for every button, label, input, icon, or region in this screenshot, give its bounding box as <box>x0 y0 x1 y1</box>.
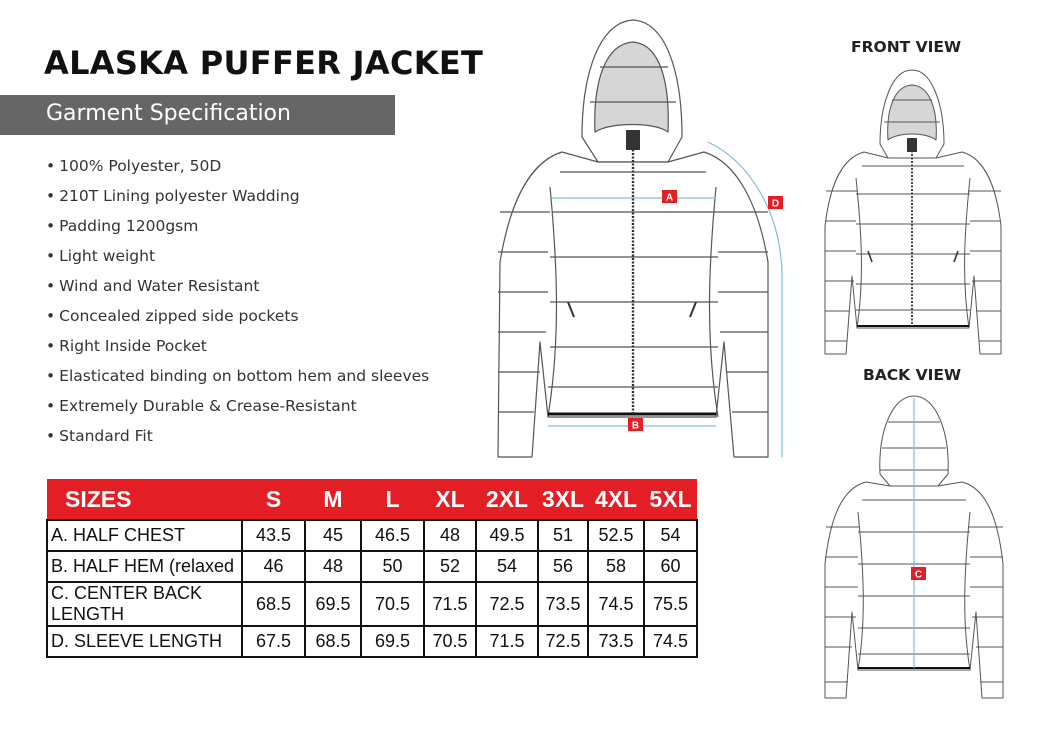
table-cell: 45 <box>305 520 361 551</box>
table-cell: 70.5 <box>424 626 476 657</box>
row-label: B. HALF HEM (relaxed <box>47 551 242 582</box>
table-cell: 60 <box>644 551 697 582</box>
table-cell: 73.5 <box>538 582 588 626</box>
table-cell: 52.5 <box>588 520 644 551</box>
product-title: ALASKA PUFFER JACKET <box>44 44 484 82</box>
spec-item: • 210T Lining polyester Wadding <box>46 183 429 213</box>
table-cell: 74.5 <box>644 626 697 657</box>
spec-item: • Standard Fit <box>46 423 429 453</box>
table-cell: 71.5 <box>424 582 476 626</box>
spec-item: • Elasticated binding on bottom hem and sleeves <box>46 363 429 393</box>
spec-list <box>46 153 429 453</box>
table-cell: 49.5 <box>476 520 538 551</box>
row-label: D. SLEEVE LENGTH <box>47 626 242 657</box>
table-cell: 72.5 <box>476 582 538 626</box>
table-cell: 50 <box>361 551 424 582</box>
size-header-row <box>47 479 697 520</box>
size-header: XL <box>424 479 476 520</box>
svg-text:C: C <box>914 569 923 581</box>
table-cell: 72.5 <box>538 626 588 657</box>
spec-item: • Padding 1200gsm <box>46 213 429 243</box>
size-header: 3XL <box>538 479 588 520</box>
table-cell: 54 <box>476 551 538 582</box>
table-cell: 51 <box>538 520 588 551</box>
jacket-front-view <box>822 66 1004 358</box>
jacket-back-view <box>822 392 1006 704</box>
marker-b <box>628 418 643 432</box>
size-header: 5XL <box>644 479 697 520</box>
marker-c <box>911 567 926 581</box>
subtitle-band <box>0 95 395 135</box>
svg-text:D: D <box>771 198 780 210</box>
svg-text:A: A <box>665 192 674 204</box>
table-cell: 54 <box>644 520 697 551</box>
table-cell: 69.5 <box>361 626 424 657</box>
row-label: C. CENTER BACK LENGTH <box>47 582 242 626</box>
spec-item: • Concealed zipped side pockets <box>46 303 429 333</box>
table-cell: 48 <box>305 551 361 582</box>
back-view-label: BACK VIEW <box>863 366 962 384</box>
table-row <box>47 520 697 551</box>
size-header: 2XL <box>476 479 538 520</box>
spec-item: • 100% Polyester, 50D <box>46 153 429 183</box>
spec-item: • Light weight <box>46 243 429 273</box>
table-cell: 52 <box>424 551 476 582</box>
svg-text:B: B <box>631 420 640 432</box>
size-header: 4XL <box>588 479 644 520</box>
table-row <box>47 551 697 582</box>
front-view-label: FRONT VIEW <box>851 38 962 56</box>
size-header: M <box>305 479 361 520</box>
table-cell: 67.5 <box>242 626 305 657</box>
sizes-header: SIZES <box>47 479 242 520</box>
table-cell: 71.5 <box>476 626 538 657</box>
table-cell: 74.5 <box>588 582 644 626</box>
table-row <box>47 582 697 626</box>
spec-item: • Extremely Durable & Crease-Resistant <box>46 393 429 423</box>
table-cell: 43.5 <box>242 520 305 551</box>
spec-item: • Wind and Water Resistant <box>46 273 429 303</box>
table-cell: 58 <box>588 551 644 582</box>
table-cell: 68.5 <box>305 626 361 657</box>
size-header: L <box>361 479 424 520</box>
table-cell: 46.5 <box>361 520 424 551</box>
table-cell: 75.5 <box>644 582 697 626</box>
subtitle: Garment Specification <box>46 101 291 126</box>
table-cell: 46 <box>242 551 305 582</box>
size-chart-table <box>46 479 698 658</box>
table-cell: 70.5 <box>361 582 424 626</box>
marker-d <box>768 196 783 210</box>
table-cell: 73.5 <box>588 626 644 657</box>
size-header: S <box>242 479 305 520</box>
table-cell: 69.5 <box>305 582 361 626</box>
table-cell: 68.5 <box>242 582 305 626</box>
marker-a <box>662 190 677 204</box>
spec-item: • Right Inside Pocket <box>46 333 429 363</box>
table-cell: 48 <box>424 520 476 551</box>
table-row <box>47 626 697 657</box>
table-cell: 56 <box>538 551 588 582</box>
jacket-front-diagram <box>490 12 800 467</box>
row-label: A. HALF CHEST <box>47 520 242 551</box>
